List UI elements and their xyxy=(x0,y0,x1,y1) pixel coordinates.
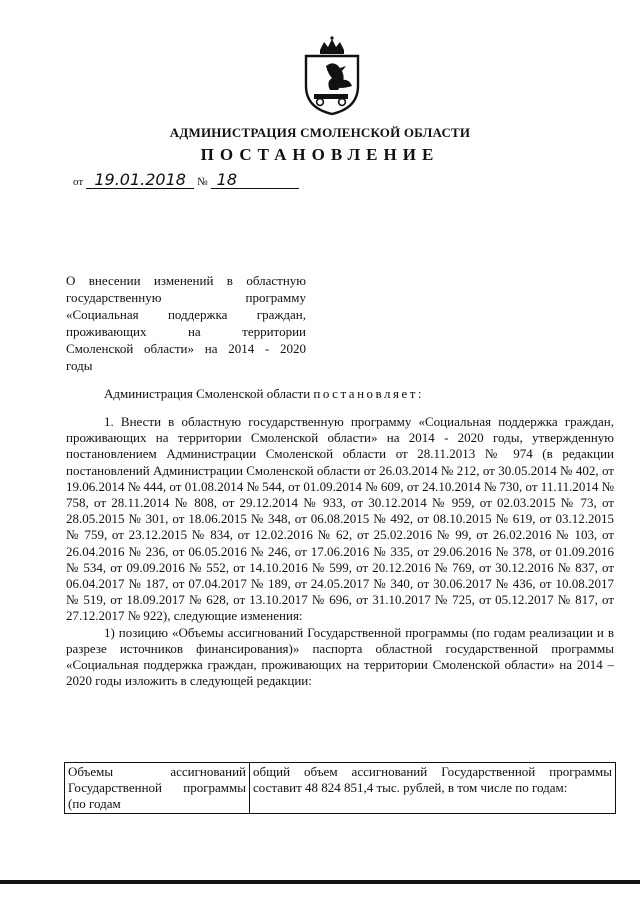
date-prefix: от xyxy=(73,176,84,188)
coat-of-arms-emblem xyxy=(296,36,368,116)
subject-line: Смоленской области» на 2014 - 2020 xyxy=(66,341,306,356)
scan-bottom-edge xyxy=(0,880,640,884)
passport-table xyxy=(64,762,616,814)
handwritten-number: 18 xyxy=(211,172,299,189)
subject-line: государственную программу xyxy=(66,290,306,305)
body-paragraph: 1. Внести в областную государственную программу «Социальная поддержка граждан, проживающих на территории Смоленской области» на 2014 - 2020 годы, утвержденную постановлением Администрации Смоленской области от 28.11.2013 № 974 (в редакции постановлений Администрации Смоленской области от 26.03.2014 № 212, от 30.05.2014 № 402, от 19.06.2014 № 444, от 01.08.2014 № 544, от 01.09.2014 № 609, от 24.10.2014 № 730, от 11.11.2014 № 758, от 28.11.2014 № 808, от 29.12.2014 № 933, от 30.12.2014 № 959, от 02.03.2015 № 73, от 28.05.2015 № 301, от 18.06.2015 № 348, от 06.08.2015 № 492, от 08.10.2015 № 619, от 03.12.2015 № 759, от 23.12.2015 № 834, от 12.02.2016 № 62, от 25.02.2016 № 99, от 26.02.2016 № 103, от 26.04.2016 № 236, от 06.05.2016 № 246, от 17.06.2016 № 335, от 29.06.2016 № 378, от 01.09.2016 № 534, от 09.09.2016 № 552, от 14.10.2016 № 599, от 20.12.2016 № 769, от 30.12.2016 № 837, от 06.04.2017 № 187, от 07.04.2017 № 189, от 24.05.2017 № 340, от 30.06.2017 № 436, от 10.08.2017 № 519, от 18.09.2017 № 628, от 13.10.2017 № 696, от 31.10.2017 № 725, от 05.12.2017 № 817, от 27.12.2017 № 922), следующие изменения: xyxy=(66,414,614,624)
subject-line: годы xyxy=(66,358,93,373)
number-prefix: № xyxy=(197,176,208,188)
intro-verb: постановляет: xyxy=(313,386,425,401)
table-row xyxy=(65,763,616,814)
resolution-body xyxy=(66,414,614,689)
subject-line: «Социальная поддержка граждан, xyxy=(66,307,306,322)
subject-heading xyxy=(66,272,306,374)
intro-lead: Администрация Смоленской области xyxy=(104,386,314,401)
subject-line: проживающих на территории xyxy=(66,324,306,339)
body-paragraph: 1) позицию «Объемы ассигнований Государственной программы (по годам реализации и в разрезе источников финансирования)» паспорта областной государственной программы «Социальная поддержка граждан, проживающих на территории Смоленской области» на 2014 – 2020 годы изложить в следующей редакции: xyxy=(66,624,614,689)
date-number-line xyxy=(70,172,299,189)
passport-cell-label: Объемы ассигнований Государственной программы (по годам xyxy=(65,763,250,814)
passport-cell-value: общий объем ассигнований Государственной программы составит 48 824 851,4 тыс. рублей, в том числе по годам: xyxy=(250,763,616,814)
organization-name: АДМИНИСТРАЦИЯ СМОЛЕНСКОЙ ОБЛАСТИ xyxy=(169,125,471,140)
resolution-intro xyxy=(104,386,424,402)
handwritten-date: 19.01.2018 xyxy=(86,172,194,189)
subject-line: О внесении изменений в областную xyxy=(66,273,306,288)
document-type-title: ПОСТАНОВЛЕНИЕ xyxy=(200,145,440,164)
